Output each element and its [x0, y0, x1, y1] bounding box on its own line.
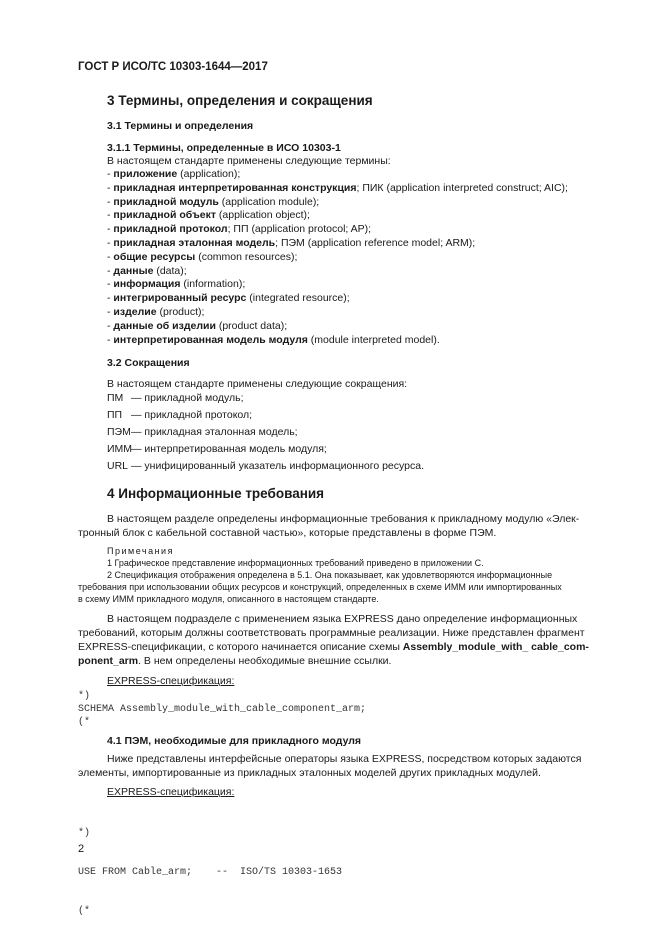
s41-p-line1: Ниже представлены интерфейсные операторы языка EXPRESS, посредством которых задаются [107, 753, 582, 765]
section-3-2-title: 3.2 Сокращения [107, 357, 190, 369]
terms-list [107, 168, 568, 347]
express-spec-label-2: EXPRESS-спецификация: [107, 786, 235, 798]
term-item: - данные (data); [107, 264, 187, 277]
term-item: - интегрированный ресурс (integrated resource); [107, 292, 350, 305]
term-item: - информация (information); [107, 278, 246, 291]
notes-title: Примечания [107, 546, 174, 556]
term-item: - прикладной протокол; ПП (application protocol; AP); [107, 223, 372, 236]
page-number: 2 [78, 843, 85, 855]
abbr-list [107, 390, 424, 475]
s4-p2-line3: EXPRESS-спецификации, с которого начинается описание схемы Assembly_module_with_ cable_com- [78, 641, 589, 653]
abbr-item: URL — унифицированный указатель информационного ресурса. [107, 460, 424, 472]
code-block-2 [78, 801, 342, 944]
note-2-line3: в схему ИММ прикладного модуля, описанного в настоящем стандарте. [78, 594, 379, 604]
term-item: - приложение (application); [107, 168, 241, 180]
s4-p1-line1: В настоящем разделе определены информационные требования к прикладному модулю «Элек- [107, 513, 580, 525]
code-line: USE FROM Cable_arm; -- ISO/TS 10303-1653 [78, 867, 343, 878]
term-item: - прикладной модуль (application module); [107, 195, 320, 208]
term-item: - общие ресурсы (common resources); [107, 250, 298, 263]
code-line: *) [78, 691, 91, 702]
code-block-1 [78, 690, 366, 729]
s41-p-line2: элементы, импортированные из прикладных эталонных моделей других прикладных модулей. [78, 767, 541, 779]
abbr-item: ПЭМ— прикладная эталонная модель; [107, 426, 298, 438]
section-3-title: 3 Термины, определения и сокращения [107, 93, 373, 108]
term-item: - изделие (product); [107, 305, 205, 318]
term-item: - прикладная эталонная модель; ПЭМ (application reference model; ARM); [107, 236, 476, 249]
term-item: - данные об изделии (product data); [107, 319, 288, 332]
section-4-title: 4 Информационные требования [107, 486, 325, 501]
term-item: - интерпретированная модель модуля (module interpreted model). [107, 333, 440, 346]
section-4-1-title: 4.1 ПЭМ, необходимые для прикладного модуля [107, 735, 362, 747]
s4-p2-line4: ponent_arm. В нем определены необходимые внешние ссылки. [78, 655, 392, 667]
document-header: ГОСТ Р ИСО/ТС 10303-1644—2017 [78, 61, 268, 73]
note-2-line1: 2 Спецификация отображения определена в 5.1. Она показывает, как удовлетворяются информационные [107, 570, 553, 580]
section-3-1-title: 3.1 Термины и определения [107, 120, 254, 132]
abbr-item: ПП — прикладной протокол; [107, 409, 253, 421]
terms-intro: В настоящем стандарте применены следующие термины: [107, 155, 391, 167]
term-item: - прикладной объект (application object); [107, 209, 310, 222]
s4-p2-line2: требований, которым должны соответствовать программные реализации. Ниже представлен фрагмент [78, 627, 585, 639]
code-line: (* [78, 906, 91, 917]
code-line: *) [78, 828, 91, 839]
abbr-item: ИММ— интерпретированная модель модуля; [107, 443, 327, 455]
note-1: 1 Графическое представление информационных требований приведено в приложении С. [107, 558, 484, 568]
term-item: - прикладная интерпретированная конструкция; ПИК (application interpreted construct; AIC); [107, 181, 568, 194]
code-line: (* [78, 717, 91, 728]
code-line: SCHEMA Assembly_module_with_cable_component_arm; [78, 704, 367, 715]
abbr-intro: В настоящем стандарте применены следующие сокращения: [107, 378, 408, 390]
s4-p1-line2: тронный блок с кабельной составной частью», которые представлены в форме ПЭМ. [78, 527, 497, 539]
note-2-line2: требования при использовании общих ресурсов и конструкций, определенных в схеме ИММ или импортированных [78, 582, 562, 592]
abbr-item: ПМ — прикладной модуль; [107, 392, 244, 404]
section-3-1-1-title: 3.1.1 Термины, определенные в ИСО 10303-1 [107, 142, 341, 154]
express-spec-label-1: EXPRESS-спецификация: [107, 675, 235, 687]
s4-p2-line1: В настоящем подразделе с применением языка EXPRESS дано определение информационных [107, 613, 578, 625]
